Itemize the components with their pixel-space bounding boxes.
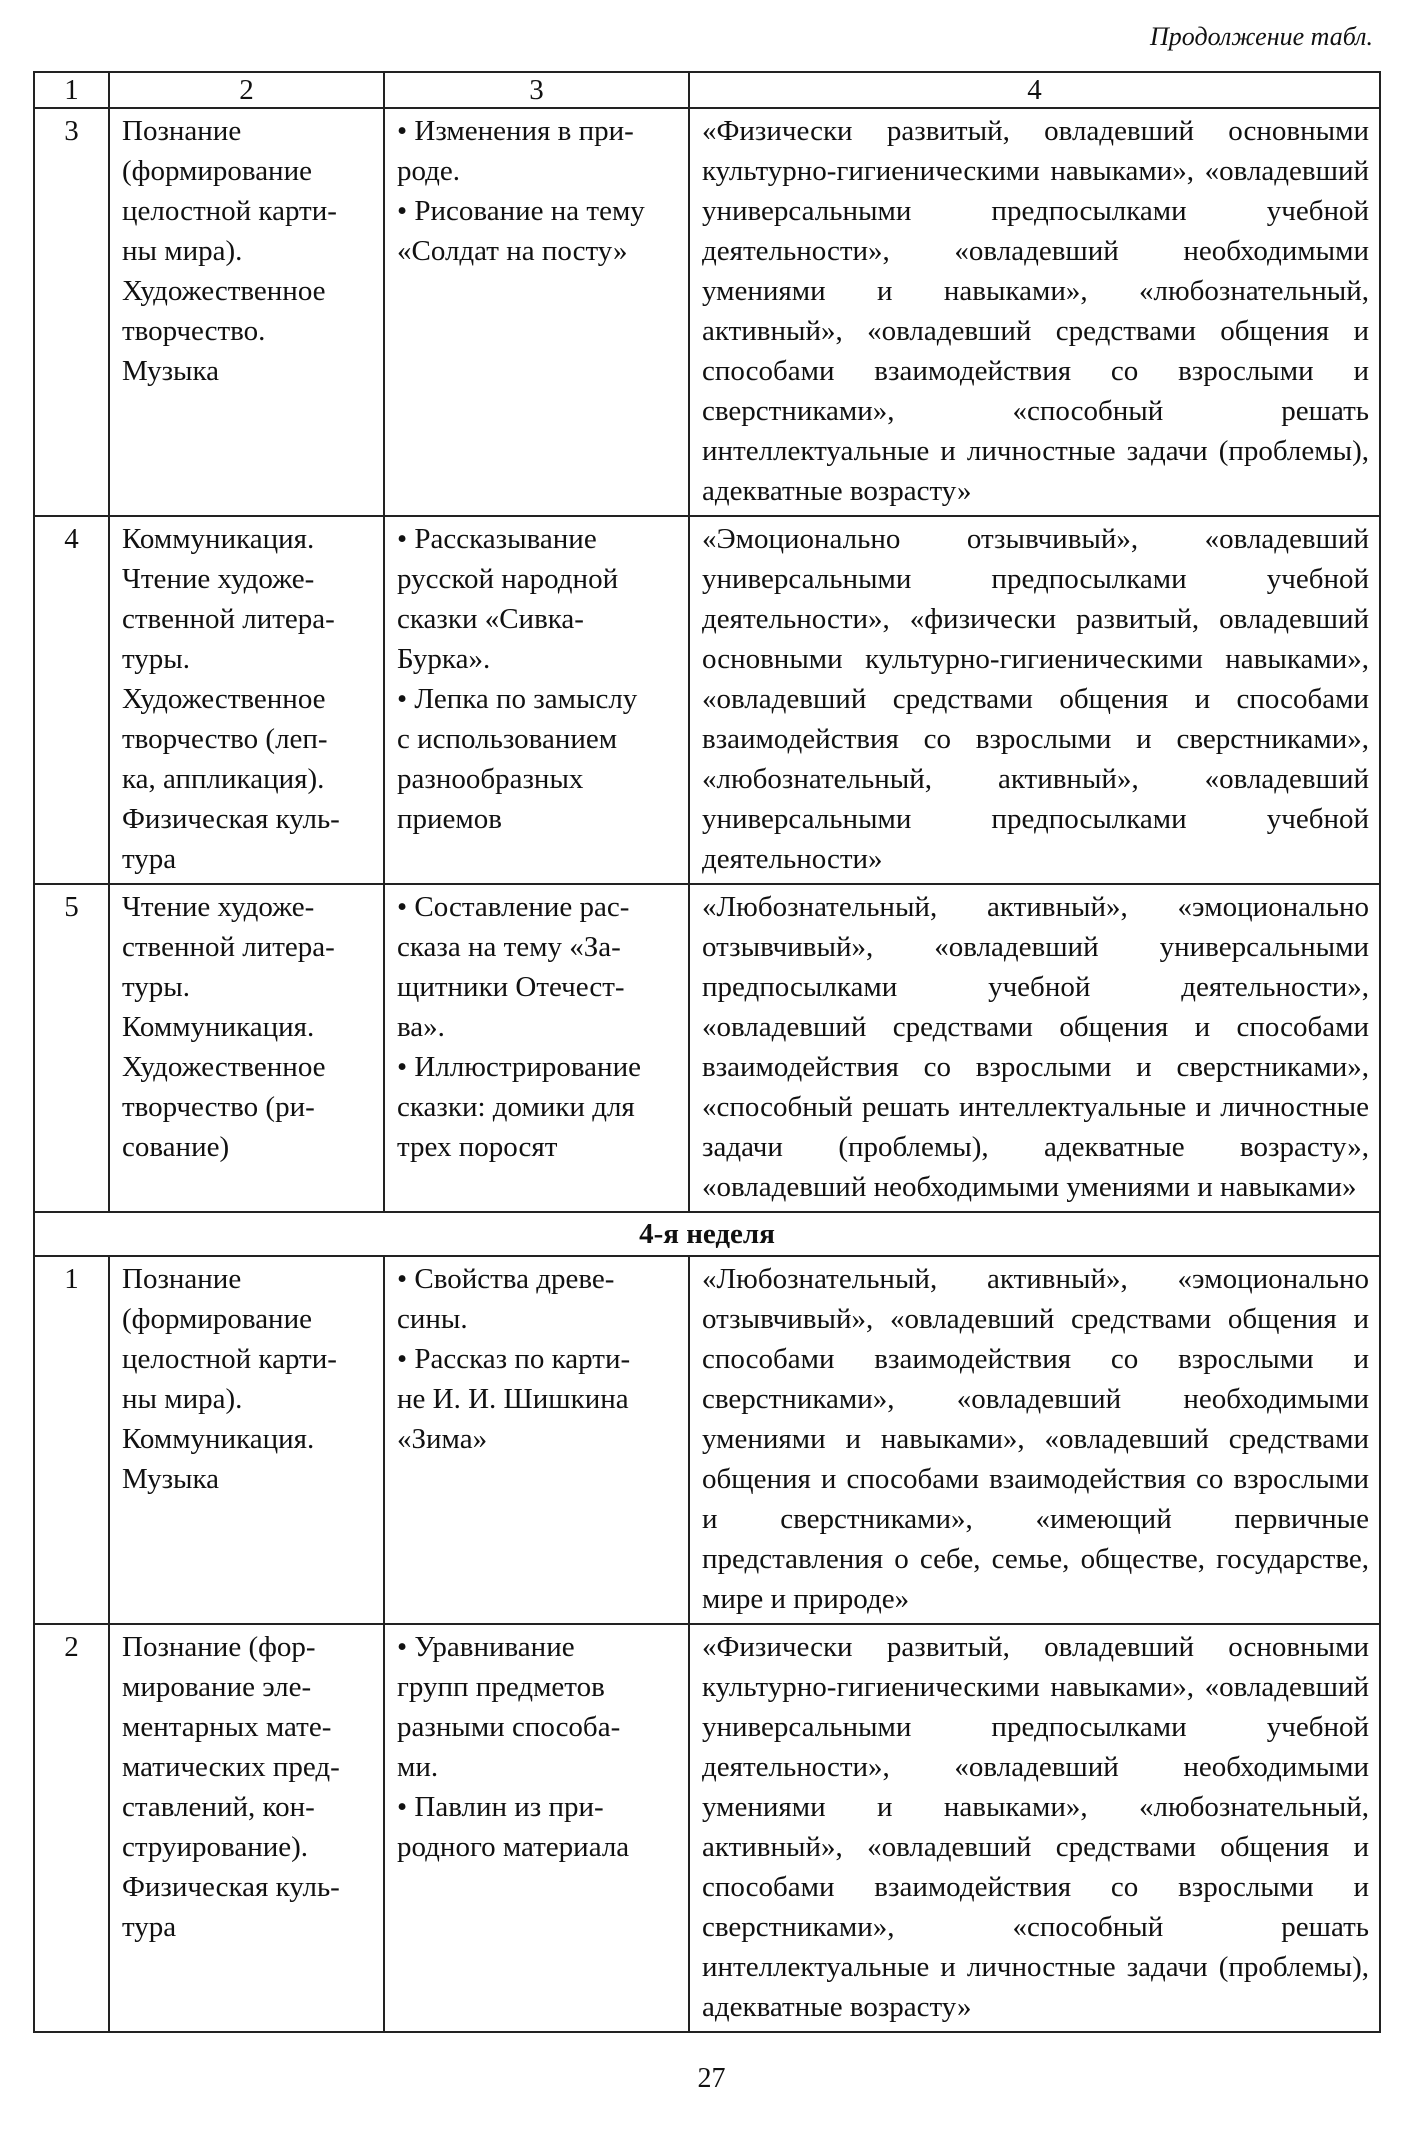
row-number: 4 — [34, 516, 109, 884]
educational-area-line: Коммуникация. — [122, 1423, 315, 1455]
activity-line: ва». — [397, 1011, 445, 1043]
educational-area-line: струирование). — [122, 1831, 309, 1863]
activities-cell — [384, 884, 689, 1212]
educational-area-line: туры. — [122, 643, 191, 675]
educational-area-line: ментарных мате- — [122, 1711, 332, 1743]
educational-area-line: целостной карти- — [122, 1343, 337, 1375]
educational-area-line: Музыка — [122, 355, 220, 387]
activities-cell — [384, 1624, 689, 2032]
activity-line: сказки «Сивка- — [397, 603, 584, 635]
row-number: 5 — [34, 884, 109, 1212]
header-col-1: 1 — [34, 72, 109, 108]
activity-line: • Рассказывание — [397, 523, 597, 555]
table-continuation-caption: Продолжение табл. — [1150, 22, 1373, 51]
activities-cell — [384, 1256, 689, 1624]
activity-line: разнообразных — [397, 763, 584, 795]
table-row — [34, 108, 1380, 516]
educational-area-line: (формирование — [122, 155, 312, 187]
activity-line: ми. — [397, 1751, 439, 1783]
activity-line: сказа на тему «За- — [397, 931, 621, 963]
educational-area-line: мирование эле- — [122, 1671, 312, 1703]
educational-area-line: Художественное — [122, 275, 326, 307]
educational-area-line: Художественное — [122, 1051, 326, 1083]
page-number: 27 — [697, 2063, 726, 2094]
row-number: 1 — [34, 1256, 109, 1624]
educational-area-line: Чтение художе- — [122, 891, 315, 923]
educational-area-cell — [109, 884, 384, 1212]
table-row — [34, 884, 1380, 1212]
educational-area-line: Физическая куль- — [122, 803, 340, 835]
activity-line: «Солдат на посту» — [397, 235, 628, 267]
table-row — [34, 1256, 1380, 1624]
activity-line: разными способа- — [397, 1711, 621, 1743]
educational-area-cell — [109, 516, 384, 884]
educational-area-line: тура — [122, 1911, 177, 1943]
educational-area-line: Познание (фор- — [122, 1631, 316, 1663]
week-heading-row — [34, 1212, 1380, 1256]
educational-area-line: Познание — [122, 1263, 242, 1295]
integrative-qualities-cell: «Любознательный, активный», «эмоционально отзывчивый», «овладевший средствами общения и способами взаимодействия со взрослыми и сверстниками», «овладевший необходимыми умениями и навыками», «овладевший средствами общения и способами взаимодействия со взрослыми и сверстниками», «имеющий первичные представления о себе, семье, обществе, государстве, мире и природе» — [689, 1256, 1380, 1624]
activity-line: • Изменения в при- — [397, 115, 634, 147]
activity-line: приемов — [397, 803, 502, 835]
header-col-4: 4 — [689, 72, 1380, 108]
activity-line: сказки: домики для — [397, 1091, 635, 1123]
activity-line: сины. — [397, 1303, 468, 1335]
activity-line: не И. И. Шишкина — [397, 1383, 629, 1415]
educational-area-line: творчество (ри- — [122, 1091, 315, 1123]
activity-line: трех поросят — [397, 1131, 558, 1163]
educational-area-cell — [109, 1624, 384, 2032]
header-col-2: 2 — [109, 72, 384, 108]
activity-line: • Уравнивание — [397, 1631, 575, 1663]
activity-line: роде. — [397, 155, 461, 187]
educational-area-line: тура — [122, 843, 177, 875]
educational-area-line: Физическая куль- — [122, 1871, 340, 1903]
educational-area-line: ственной литера- — [122, 603, 335, 635]
activity-line: • Составление рас- — [397, 891, 630, 923]
activity-line: • Лепка по замыслу — [397, 683, 638, 715]
activity-line: с использованием — [397, 723, 618, 755]
educational-area-line: ственной литера- — [122, 931, 335, 963]
activities-cell — [384, 108, 689, 516]
header-row — [34, 72, 1380, 108]
integrative-qualities-cell: «Физически развитый, овладевший основными культурно-гигиеническими навыками», «овладевший универсальными предпосылками учебной деятельности», «овладевший необходимыми умениями и навыками», «любознательный, активный», «овладевший средствами общения и способами взаимодействия со взрослыми и сверстниками», «способный решать интеллектуальные и личностные задачи (проблемы), адекватные возрасту» — [689, 108, 1380, 516]
activity-line: русской народной — [397, 563, 619, 595]
integrative-qualities-cell: «Любознательный, активный», «эмоционально отзывчивый», «овладевший универсальными предпосылками учебной деятельности», «овладевший средствами общения и способами взаимодействия со взрослыми и сверстниками», «способный решать интеллектуальные и личностные задачи (проблемы), адекватные возрасту», «овладевший необходимыми умениями и навыками» — [689, 884, 1380, 1212]
educational-area-line: Музыка — [122, 1463, 220, 1495]
educational-area-line: Познание — [122, 115, 242, 147]
activity-line: • Рисование на тему — [397, 195, 645, 227]
educational-area-line: творчество (леп- — [122, 723, 328, 755]
educational-area-line: целостной карти- — [122, 195, 337, 227]
integrative-qualities-cell: «Эмоционально отзывчивый», «овладевший универсальными предпосылками учебной деятельности», «физически развитый, овладевший основными культурно-гигиеническими навыками», «овладевший средствами общения и способами взаимодействия со взрослыми и сверстниками», «любознательный, активный», «овладевший универсальными предпосылками учебной деятельности» — [689, 516, 1380, 884]
row-number: 3 — [34, 108, 109, 516]
educational-area-line: ставлений, кон- — [122, 1791, 315, 1823]
row-number: 2 — [34, 1624, 109, 2032]
activity-line: • Павлин из при- — [397, 1791, 604, 1823]
educational-area-line: Чтение художе- — [122, 563, 315, 595]
activities-cell — [384, 516, 689, 884]
educational-area-line: (формирование — [122, 1303, 312, 1335]
educational-area-line: творчество. — [122, 315, 266, 347]
table-row — [34, 1624, 1380, 2032]
activity-line: «Зима» — [397, 1423, 488, 1455]
educational-area-line: сование) — [122, 1131, 230, 1163]
educational-area-line: ка, аппликация). — [122, 763, 325, 795]
educational-area-line: ны мира). — [122, 235, 243, 267]
activity-line: • Иллюстрирование — [397, 1051, 641, 1083]
activity-line: • Рассказ по карти- — [397, 1343, 631, 1375]
educational-area-line: Коммуникация. — [122, 523, 315, 555]
educational-area-line: ны мира). — [122, 1383, 243, 1415]
educational-area-cell — [109, 1256, 384, 1624]
header-col-3: 3 — [384, 72, 689, 108]
educational-area-line: матических пред- — [122, 1751, 340, 1783]
integrative-qualities-cell: «Физически развитый, овладевший основными культурно-гигиеническими навыками», «овладевший универсальными предпосылками учебной деятельности», «овладевший необходимыми умениями и навыками», «любознательный, активный», «овладевший средствами общения и способами взаимодействия со взрослыми и сверстниками», «способный решать интеллектуальные и личностные задачи (проблемы), адекватные возрасту» — [689, 1624, 1380, 2032]
week-heading: 4-я неделя — [34, 1212, 1380, 1256]
activity-table — [33, 71, 1381, 2033]
educational-area-line: Коммуникация. — [122, 1011, 315, 1043]
table-row — [34, 516, 1380, 884]
activity-line: Бурка». — [397, 643, 491, 675]
activity-line: щитники Отечест- — [397, 971, 625, 1003]
educational-area-line: Художественное — [122, 683, 326, 715]
activity-line: групп предметов — [397, 1671, 605, 1703]
educational-area-line: туры. — [122, 971, 191, 1003]
activity-line: родного материала — [397, 1831, 630, 1863]
activity-line: • Свойства древе- — [397, 1263, 615, 1295]
educational-area-cell — [109, 108, 384, 516]
